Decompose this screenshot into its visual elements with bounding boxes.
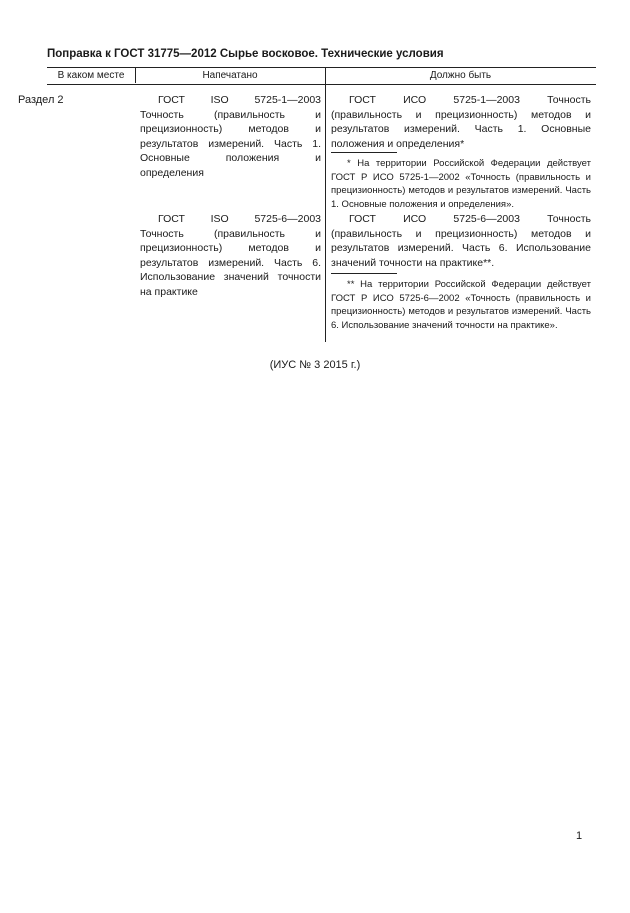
footnote-1: * На территории Российской Федерации действует ГОСТ Р ИСО 5725-1—2002 «Точность (правильность и прецизионность) методов и результатов измерений. Часть 1. Основные положения и определения». xyxy=(331,158,591,210)
cell-correct-2: ГОСТ ИСО 5725-6—2003 Точность (правильность и прецизионность) методов и результатов измерений. Часть 6. Использование значений точности на практике**. xyxy=(331,213,591,269)
header-place: В каком месте xyxy=(57,70,125,81)
header-printed: Напечатано xyxy=(202,70,258,81)
cell-printed-1: ГОСТ ISO 5725-1—2003 Точность (правильность и прецизионность) методов и результатов измерений. Часть 1. Основные положения и определения xyxy=(140,94,321,179)
issue-reference: (ИУС № 3 2015 г.) xyxy=(269,359,361,371)
header-correct: Должно быть xyxy=(429,70,492,81)
cell-correct-1: ГОСТ ИСО 5725-1—2003 Точность (правильность и прецизионность) методов и результатов измерений. Часть 1. Основные положения и определения* xyxy=(331,94,591,150)
cell-place: Раздел 2 xyxy=(18,94,64,106)
document-title: Поправка к ГОСТ 31775—2012 Сырье восковое. Технические условия xyxy=(47,48,444,60)
page-number: 1 xyxy=(576,830,583,842)
footnote-separator-2 xyxy=(331,273,397,274)
table-header xyxy=(47,67,596,85)
correction-table xyxy=(47,67,596,85)
footnote-separator-1 xyxy=(331,152,397,153)
footnote-2: ** На территории Российской Федерации действует ГОСТ Р ИСО 5725-6—2002 «Точность (правильность и прецизионность) методов и результатов измерений. Часть 6. Использование значений точности на практике». xyxy=(331,279,591,331)
column-divider-2 xyxy=(325,67,326,342)
cell-printed-2: ГОСТ ISO 5725-6—2003 Точность (правильность и прецизионность) методов и результатов измерений. Часть 6. Использование значений точности на практике xyxy=(140,213,321,298)
column-divider-1 xyxy=(135,67,136,83)
